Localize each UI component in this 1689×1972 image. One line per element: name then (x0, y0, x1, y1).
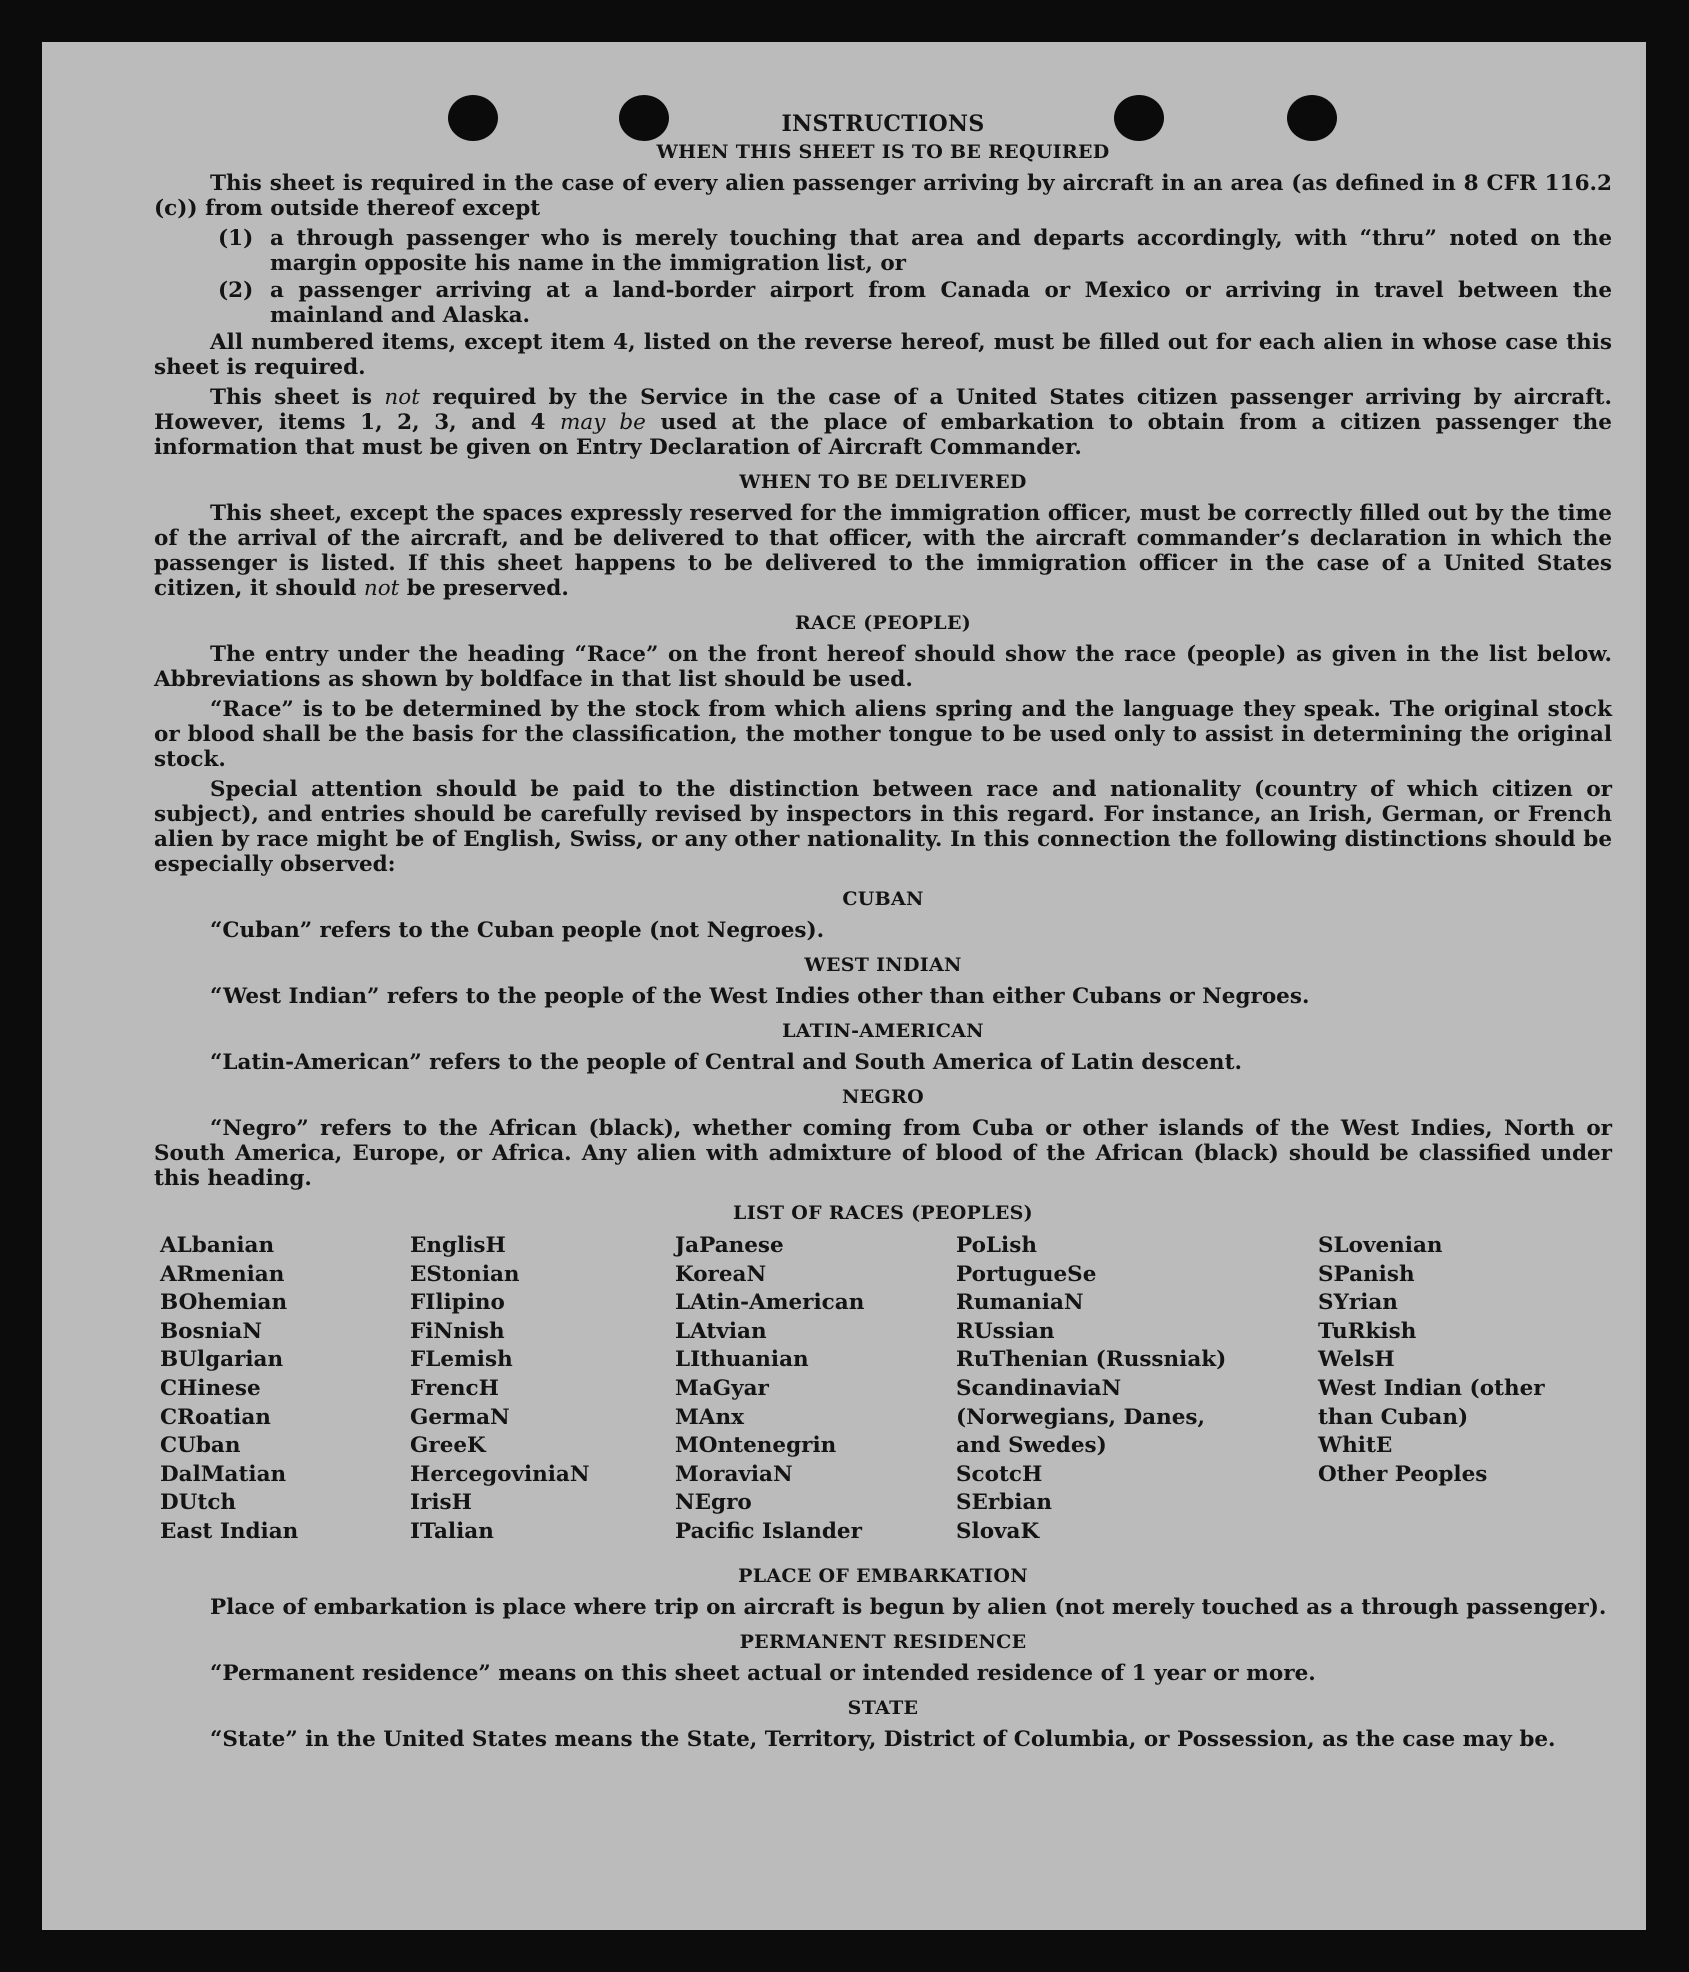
heading-negro: NEGRO (842, 1086, 924, 1108)
list-item: TuRkish (1318, 1318, 1417, 1344)
heading-required: WHEN THIS SHEET IS TO BE REQUIRED (656, 141, 1110, 163)
list-item: West Indian (other than Cuban) (1318, 1375, 1545, 1430)
race-paragraph-3: Special attention should be paid to the distinction between race and nationality (country of which citizen or subject), and entries should be carefully revised by inspectors in this regard. For instance, an Irish, German, or French alien by race might be of English, Swiss, or any other nationality. In this connection the following distinctions should be especially observed: (154, 777, 1612, 877)
list-item: JaPanese (675, 1233, 784, 1258)
race-paragraph-2: “Race” is to be determined by the stock from which aliens spring and the language they speak. The original stock or blood shall be the basis for the classification, the mother tongue to be used only to assist in determining the original stock. (154, 697, 1612, 772)
exception-item-1 (154, 226, 1612, 276)
list-item: DalMatian (160, 1461, 287, 1487)
list-item: Pacific Islander (675, 1518, 862, 1544)
list-item: FiNnish (410, 1318, 505, 1344)
list-item: KoreaN (675, 1261, 767, 1287)
citizen-paragraph: This sheet is not required by the Service in the case of a United States citizen passenger arriving by aircraft. However, items 1, 2, 3, and 4 may be used at the place of embarkation to obtain from a citizen passenger the information that must be given on Entry Declaration of Aircraft Commander. (154, 385, 1612, 460)
list-item: GermaN (410, 1404, 510, 1430)
list-item: PortugueSe (956, 1261, 1097, 1287)
list-item: SErbian (956, 1490, 1053, 1516)
page-title: INSTRUCTIONS (781, 111, 985, 137)
races-column-2 (410, 1232, 590, 1547)
latin-american-paragraph: “Latin-American” refers to the people of Central and South America of Latin descent. (210, 1050, 1242, 1075)
races-column-4 (956, 1232, 1256, 1547)
heading-west-indian: WEST INDIAN (804, 954, 962, 976)
instructions-content (154, 112, 1612, 1757)
item-number: (2) (218, 278, 254, 303)
list-item: WelsH (1318, 1347, 1395, 1373)
list-item: ScotcH (956, 1461, 1043, 1487)
item-text: a passenger arriving at a land-border airport from Canada or Mexico or arriving in travel between the mainland and Alaska. (270, 278, 1612, 328)
list-item: RuThenian (Russniak) (956, 1347, 1227, 1373)
document-sheet (42, 42, 1646, 1930)
list-item: BUlgarian (160, 1347, 284, 1373)
list-item: SYrian (1318, 1290, 1398, 1316)
list-item: RumaniaN (956, 1290, 1084, 1316)
list-item: BosniaN (160, 1318, 262, 1344)
list-item: SLovenian (1318, 1233, 1443, 1258)
list-of-races (154, 1232, 1612, 1554)
embarkation-paragraph: Place of embarkation is place where trip on aircraft is begun by alien (not merely touched as a through passenger). (210, 1595, 1607, 1620)
west-indian-paragraph: “West Indian” refers to the people of the West Indies other than either Cubans or Negroes. (210, 984, 1310, 1009)
heading-latin-american: LATIN-AMERICAN (782, 1020, 984, 1042)
list-item: SPanish (1318, 1261, 1415, 1287)
heading-state: STATE (847, 1697, 919, 1719)
heading-delivered: WHEN TO BE DELIVERED (739, 471, 1027, 493)
list-item: MOntenegrin (675, 1433, 837, 1459)
cuban-paragraph: “Cuban” refers to the Cuban people (not Negroes). (210, 918, 825, 943)
delivered-paragraph: This sheet, except the spaces expressly reserved for the immigration officer, must be correctly filled out by the time of the arrival of the aircraft, and be delivered to that officer, with the aircraft commander’s declaration in which the passenger is listed. If this sheet happens to be delivered to the immigration officer in the case of a United States citizen, it should not be preserved. (154, 501, 1612, 601)
state-paragraph: “State” in the United States means the State, Territory, District of Columbia, or Possession, as the case may be. (210, 1727, 1556, 1752)
list-item: ARmenian (160, 1261, 285, 1287)
list-item: LAtin-American (675, 1290, 865, 1316)
list-item: GreeK (410, 1433, 486, 1459)
races-column-1 (160, 1232, 298, 1547)
race-paragraph-1: The entry under the heading “Race” on the front hereof should show the race (people) as given in the list below. Abbreviations as shown by boldface in that list should be used. (154, 642, 1612, 692)
exception-item-2 (154, 278, 1612, 328)
list-item: MoraviaN (675, 1461, 793, 1487)
list-item: DUtch (160, 1490, 237, 1516)
heading-permanent-residence: PERMANENT RESIDENCE (739, 1631, 1027, 1653)
list-item: ScandinaviaN (Norwegians, Danes, and Swedes) (956, 1375, 1205, 1459)
negro-paragraph: “Negro” refers to the African (black), whether coming from Cuba or other islands of the West Indies, North or South America, Europe, or Africa. Any alien with admixture of blood of the African (black) should be classified under this heading. (154, 1116, 1612, 1191)
list-item: Other Peoples (1318, 1461, 1488, 1487)
heading-embarkation: PLACE OF EMBARKATION (738, 1565, 1028, 1587)
list-item: EStonian (410, 1261, 520, 1287)
list-item: CUban (160, 1433, 241, 1459)
list-item: RUssian (956, 1318, 1055, 1344)
list-item: PoLish (956, 1233, 1037, 1258)
list-item: ITalian (410, 1518, 494, 1544)
list-item: WhitE (1318, 1433, 1393, 1459)
item-text: a through passenger who is merely touching that area and departs accordingly, with “thru” noted on the margin opposite his name in the immigration list, or (270, 226, 1612, 276)
list-item: MAnx (675, 1404, 744, 1430)
list-item: LIthuanian (675, 1347, 809, 1373)
list-item: HercegoviniaN (410, 1461, 590, 1487)
required-intro: This sheet is required in the case of every alien passenger arriving by aircraft in an area (as defined in 8 CFR 116.2 (c)) from outside thereof except (154, 171, 1612, 221)
item-number: (1) (218, 226, 254, 251)
numbered-items-paragraph: All numbered items, except item 4, listed on the reverse hereof, must be filled out for each alien in whose case this sheet is required. (154, 330, 1612, 380)
races-column-5 (1318, 1232, 1598, 1489)
list-item: FLemish (410, 1347, 513, 1373)
list-item: SlovaK (956, 1518, 1040, 1544)
list-item: NEgro (675, 1490, 752, 1516)
list-item: FrencH (410, 1375, 499, 1401)
list-item: LAtvian (675, 1318, 767, 1344)
heading-cuban: CUBAN (842, 888, 924, 910)
list-item: MaGyar (675, 1375, 769, 1401)
races-column-3 (675, 1232, 864, 1547)
list-item: East Indian (160, 1518, 299, 1544)
list-item: CHinese (160, 1375, 261, 1401)
residence-paragraph: “Permanent residence” means on this sheet actual or intended residence of 1 year or more. (210, 1661, 1316, 1686)
list-item: IrisH (410, 1490, 472, 1516)
list-item: FIlipino (410, 1290, 505, 1316)
heading-list-of-races: LIST OF RACES (PEOPLES) (733, 1202, 1033, 1224)
heading-race: RACE (PEOPLE) (794, 612, 972, 634)
list-item: ALbanian (160, 1233, 275, 1258)
list-item: EnglisH (410, 1233, 506, 1258)
list-item: BOhemian (160, 1290, 288, 1316)
list-item: CRoatian (160, 1404, 271, 1430)
